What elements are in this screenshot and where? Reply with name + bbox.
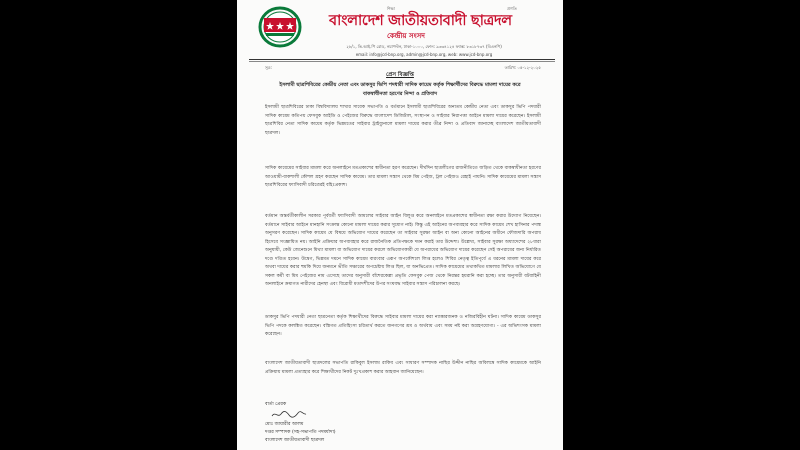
committee-name: কেন্দ্রীয় সংসদ [387, 32, 425, 40]
press-release-document [237, 0, 563, 450]
paragraph-1: ইসলামী ছাত্রশিবিরের ঢাকা বিশ্ববিদ্যালয় শাখার সাবেক সভাপতি ও বর্তমানে ইসলামী ছাত্রশিবিরের অন্যতম কেন্দ্রীয় নেতা এবং ডাকসুর ভিপি পদধারী সাদিক কায়েম কতিপয় ফেসবুক আইডি ও পেইজের বিরুদ্ধে বাংলাদেশ ডিজিটাল, সংস্থাপন ও সাইবার নিরাপত্তা আইনে মামলা দায়ের করেছেন। ইসলামী ছাত্রশিবির নেতা সাদিক কায়েম কর্তৃক ভিন্নমতের সাইবার ট্রাইব্যুনালে মামলা দায়ের করার তীব্র নিন্দা ও প্রতিবাদ জানাচ্ছে বাংলাদেশ জাতীয়তাবাদী ছাত্রদল। [265, 105, 541, 136]
header-motto-right: প্রগতি [507, 6, 517, 11]
signatory-role: দপ্তর সম্পাদক (সহ-সভাপতি পদমর্যাদা) [265, 430, 336, 435]
paragraph-2: সাদিক কায়েমের সাইবার মামলা করে অনলাইনে মতপ্রকাশের স্বাধীনতা হরণ করেছেন। দীর্ঘদিন ছাত্রলীগের রাজনীতিতে জড়িত থেকে বাকস্বাধীনতা হরণের আওয়ামী-বাকশালী কৌশল গ্রহণ করছেন সাদিক কায়েম। তার মামলা সন্ত্রাস থেকে মিম পেইজ, ট্রল পেইজও রেহাই পায়নি। সাদিক কায়েমের মামলা সন্ত্রাস ছাত্রশিবিরের ফ্যাসিবাদী চরিত্রেরই বহিঃপ্রকাশ। [265, 166, 541, 188]
contact-info: email: info@jcd-bnp.org, admin@jcd-bnp.org, web: www.jcd-bnp.org [355, 52, 493, 57]
paragraph-3: বর্তমান অন্তর্বর্তীকালীন সরকার পূর্ববর্তী ফ্যাসিবাদী আমলের সাইবার আইন বিলুপ্ত করে অনলাইনে মতপ্রকাশের স্বাধীনতা রক্ষা করার উদ্যোগ নিয়েছেন। বর্তমানে সাইবার আইনে মানহানি সংক্রান্ত কোনো মামলা দায়ের করার সুযোগ নাই। কিন্তু এই আইনের অপব্যবহার করে সাদিক কায়েম শেখ হাসিনার পদাঙ্ক অনুসরণ করেছেন। সাদিক কায়েম যে বিষয়ে অভিযোগ দায়ের করেছেন তা সাইবার সুরক্ষা আইন বা অন্য কোনো আইনের অধীনে ফৌজদারি অপরাধ হিসেবে সংজ্ঞায়িত নয়। আইনি প্রক্রিয়ার অপব্যবহার করে রাজনৈতিক প্রতিপক্ষকে দমন করাই তার উদ্দেশ্য। উল্লেখ্য, সাইবার সুরক্ষা অধ্যাদেশের ২৮ধারা অনুযায়ী, কেউ জেনেশুনে মিথ্যা মামলা বা অভিযোগ দায়ের করলে অভিযোগকারী যে অপরাধের অভিযোগ দায়ের করেছেন সেই অপরাধের জন্য নির্ধারিত দণ্ডে দণ্ডিত হবেন। উদ্বেগ, ভিন্নমত দমনে সাদিক কায়েম বারংবার এরূপ অপকৌশলে লিপ্ত হলেও শিবির নেতৃত্ব ইতিপূর্বে এ ধরনের মামলা দায়ের করে অথবা দায়ের করার হুমকি দিয়ে জনমনে ভীতি সঞ্চারের অপচেষ্টায় লিপ্ত ছিল, যা অনভিপ্রেত। সাদিক কায়েমের তথাকথিত মামলার লিখিত অভিযোগে যে সকল কর্মী বা মিম পেইজের নাম এসেছে তাদের অনুসারী বাঁশেরকেল্লা প্রভৃতি ফেসবুক পেজ থেকে নিরন্তর হয়রানি করা হচ্ছে। তার অনুসারী বটবাহিনী অনলাইনে ক্রমাগত নারীদের হেনস্থা এবং বিরোধী মতাদর্শীদের উপর সংঘবদ্ধ সাইবার সন্ত্রাস পরিচালনা করছে। [265, 214, 541, 287]
organization-logo [253, 6, 307, 48]
document-date: তারিখ: ০৫-১২-২০২৫ [504, 65, 541, 70]
organization-name: বাংলাদেশ জাতীয়তাবাদী ছাত্রদল [329, 12, 512, 29]
header-divider-thin [249, 61, 555, 62]
reference-label: সূত্র: [265, 65, 272, 70]
signatory-name: মোঃ জায়ারীর আলম [265, 422, 304, 427]
office-address: ২৮/১, ভি.আই.পি রোড, নয়াপল্টন, ঢাকা-১০০০, ফোন: ৯৩৩৪১২৪ ফ্যাক্স: ৮৩১৮৭৩৭ (বিএনপি) [346, 44, 502, 49]
paragraph-5: বাংলাদেশ জাতীয়তাবাদী ছাত্রদলের সভাপতি রাকিবুল ইসলাম রাকিব এবং সাধারণ সম্পাদক নাছির উদ্দীন নাছির অবিলম্বে সাদিক কায়েমকে আইনি প্রক্রিয়ায় মামলা প্রত্যাহার করে শিক্ষার্থীদের নিকট দুঃখপ্রকাশ করার আহবান জানিয়েছেন। [265, 361, 541, 375]
press-release-title: প্রেস বিজ্ঞপ্তি [386, 72, 414, 78]
paragraph-4: ডাকসুর ভিপি পদধারী নেতা ছাত্রনেতা কর্তৃক শিক্ষার্থীদের বিরুদ্ধে সাইবার মামলা দায়ের করা ন্যাক্কারজনক ও নজিরবিহীন ঘটনা। সাদিক কায়েম ডাকসুর ভিপি পদকে কলঙ্কিত করেছেন। বস্তিগত প্রতিহিংসা চরিতার্থ করতে জনগণের শ্রম ও অর্থব্যয় এবং সময় নষ্ট করা অগ্রহণযোগ্য। - এর অভিশংসক মামলা করেছেন। [265, 315, 541, 337]
sender-label: বার্তা প্রেরক [265, 402, 287, 407]
left-black-margin [0, 0, 237, 450]
header-divider [249, 59, 555, 60]
header-motto-left: শিক্ষা [387, 6, 395, 11]
headline: ইসলামী ছাত্রশিবিরের কেন্দ্রীয় নেতা এবং ডাকসুর ভিপি পদধারী সাদিক কায়েম কর্তৃক শিক্ষার্থীদের বিরুদ্ধে মামলা দায়ের করে বাকস্বাধীনতা হরণের নিন্দা ও প্রতিবাদ [279, 82, 521, 97]
right-black-margin [563, 0, 800, 450]
handwritten-signature [271, 409, 307, 419]
signatory-organization: বাংলাদেশ জাতীয়তাবাদী ছাত্রদল [265, 438, 325, 443]
